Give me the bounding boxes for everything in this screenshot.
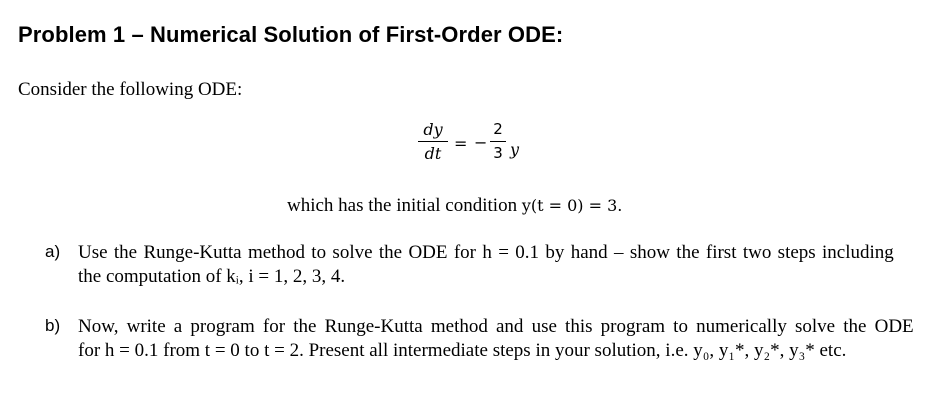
initial-condition-math: y(t = 0) = 3.: [521, 196, 623, 215]
coefficient-numerator: 2: [493, 120, 503, 138]
intro-text: Consider the following ODE:: [18, 79, 243, 100]
equals-sign: =: [454, 134, 468, 153]
equation-variable: y: [510, 140, 520, 159]
part-b-marker: b): [45, 316, 61, 335]
minus-sign: −: [474, 133, 488, 152]
ode-equation: [415, 120, 535, 176]
part-b-line-2: for h = 0.1 from t = 0 to t = 2. Present all intermediate steps in your solution, i.e. y₀, y₁*, y₂*, y₃* etc.: [78, 340, 847, 361]
part-b-line-1: Now, write a program for the Runge-Kutta method and use this program to numerically solve the ODE: [78, 316, 914, 337]
fraction-bar: [490, 141, 506, 142]
derivative-fraction: [418, 120, 448, 163]
part-a-line-2: the computation of kᵢ, i = 1, 2, 3, 4.: [78, 266, 346, 287]
derivative-denominator: dt: [424, 144, 442, 163]
coefficient-denominator: 3: [493, 144, 503, 162]
initial-condition-text: which has the initial condition: [287, 195, 518, 216]
initial-condition: [287, 195, 622, 217]
derivative-numerator: dy: [423, 120, 443, 139]
part-a-marker: a): [45, 242, 61, 261]
fraction-bar: [418, 141, 448, 142]
part-a-line-1: Use the Runge-Kutta method to solve the ODE for h = 0.1 by hand – show the first two steps including: [78, 242, 894, 263]
coefficient-fraction: [490, 120, 506, 163]
problem-heading: Problem 1 – Numerical Solution of First-Order ODE:: [18, 22, 564, 47]
